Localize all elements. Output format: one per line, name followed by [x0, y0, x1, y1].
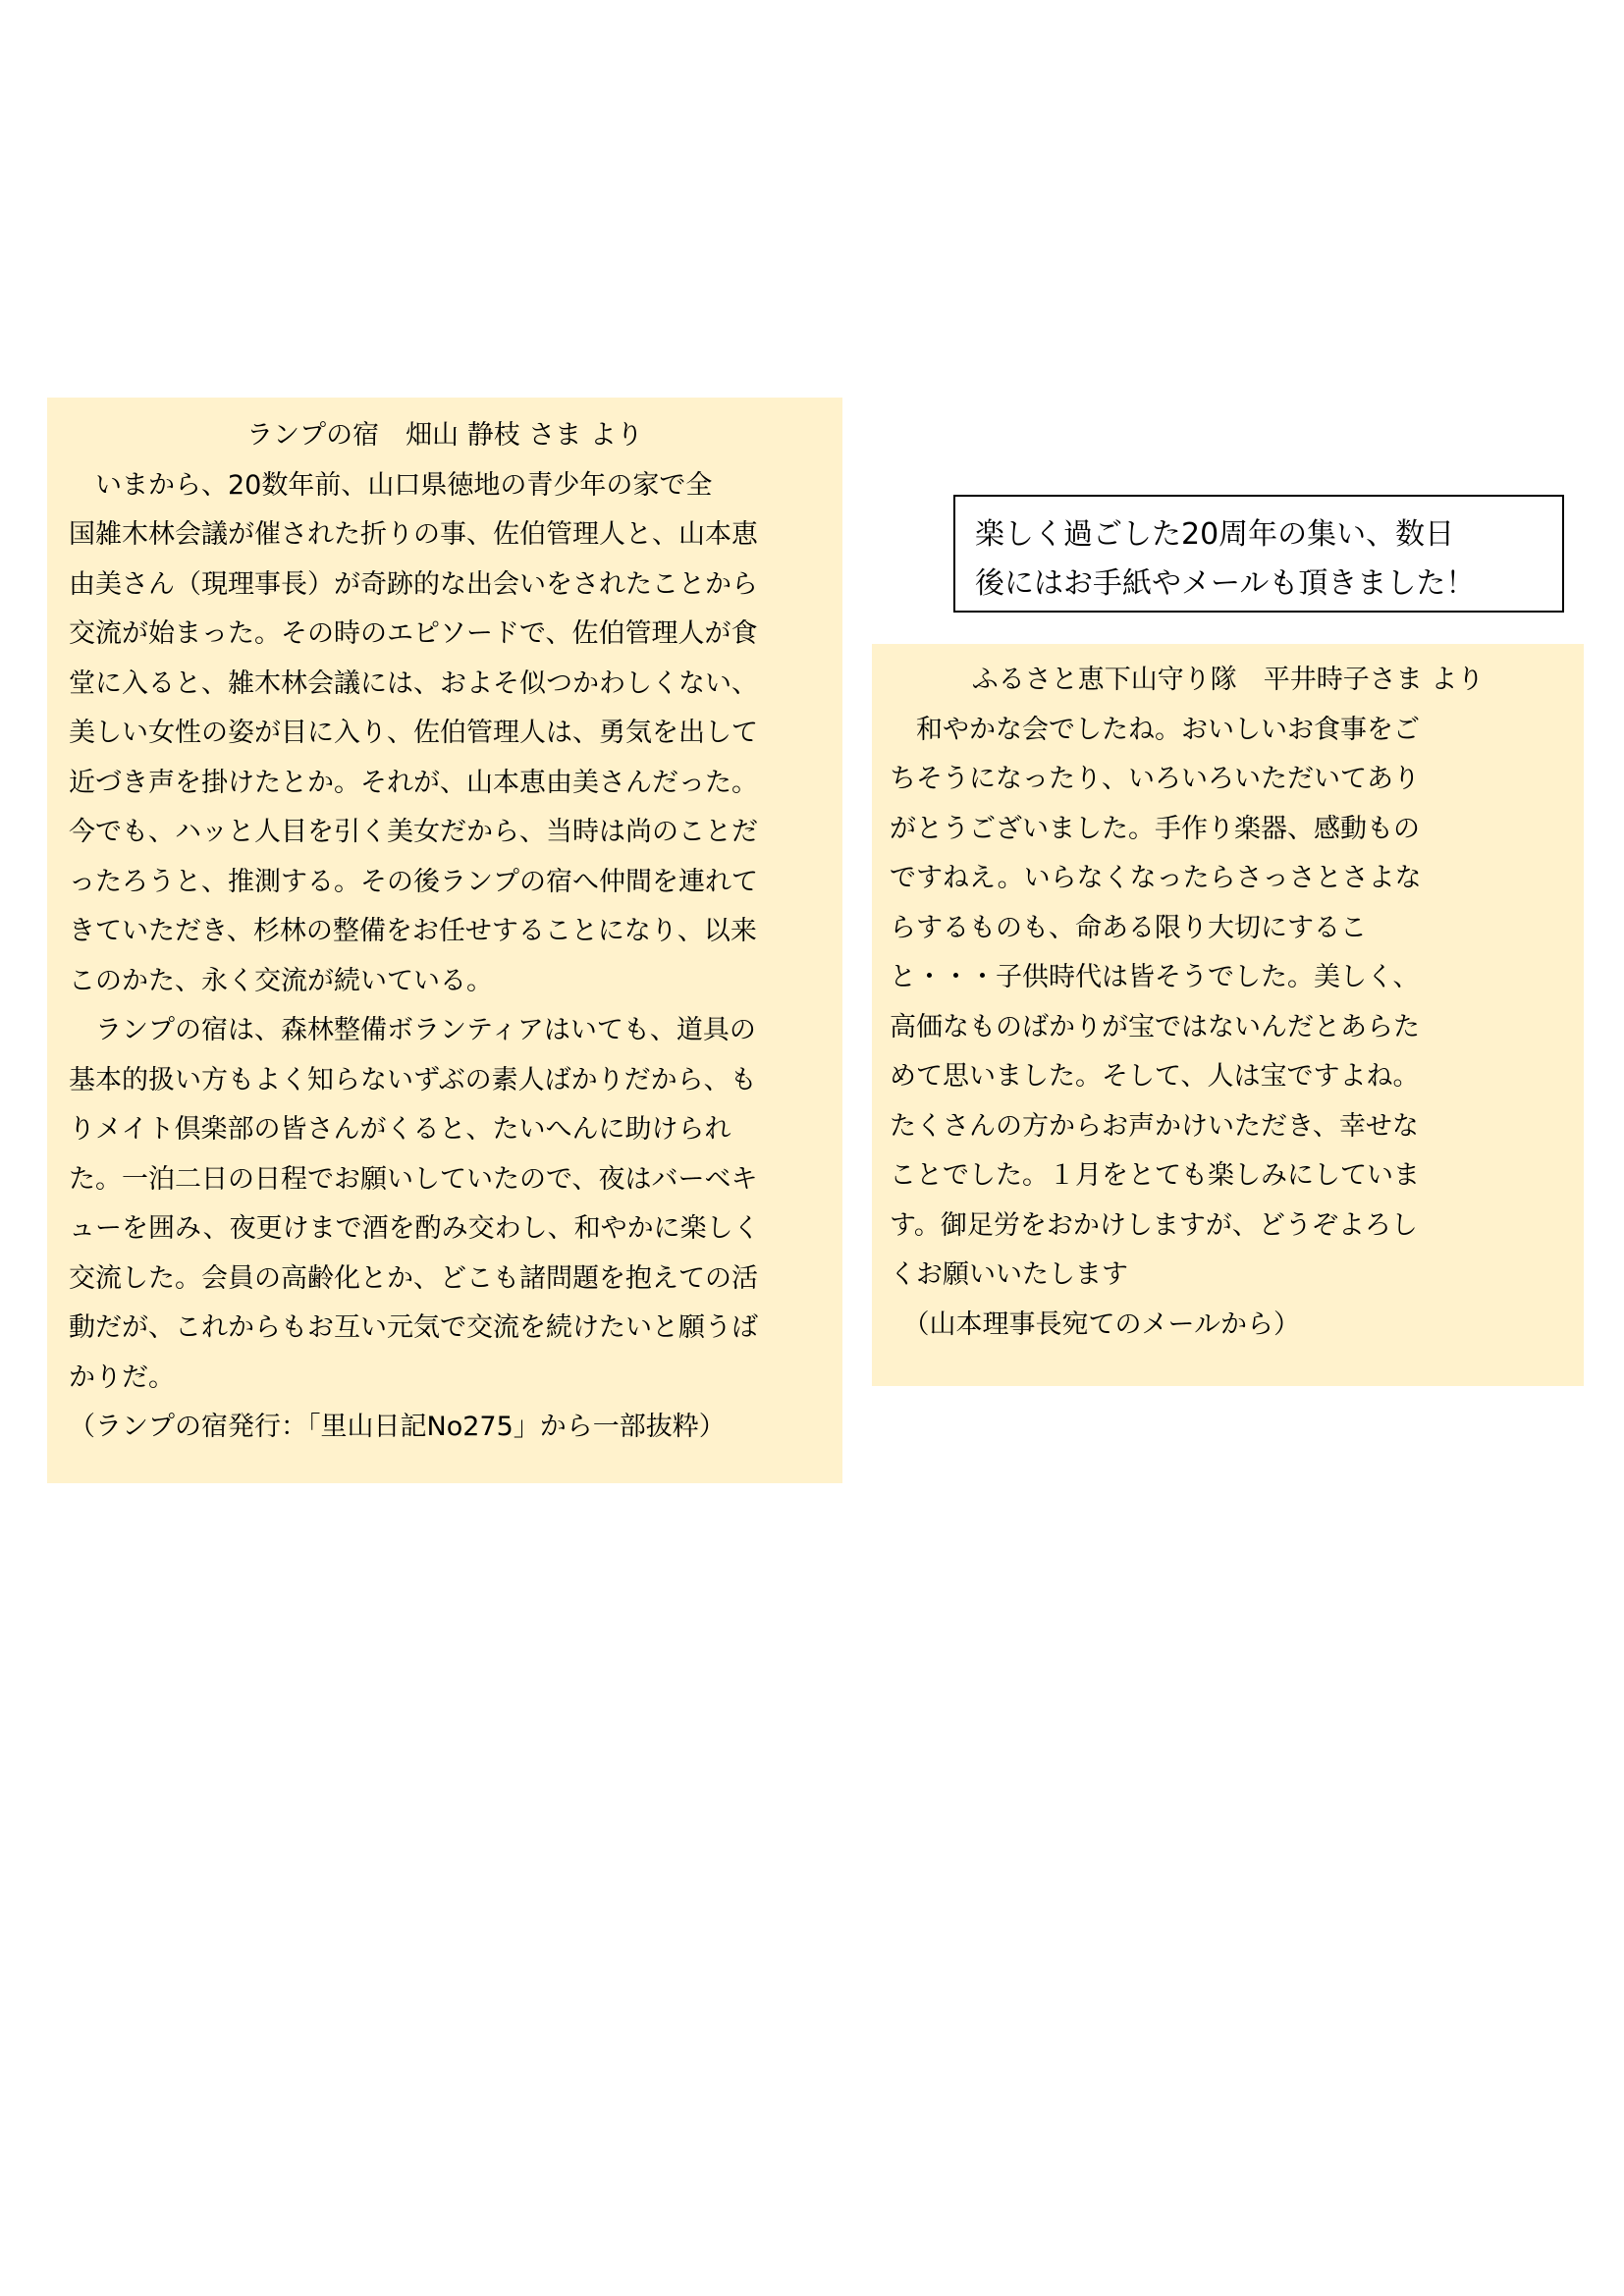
right-article-title: ふるさと恵下山守り隊 平井時子さま より	[971, 665, 1485, 695]
note-line: 楽しく過ごした20周年の集い、数日	[975, 517, 1455, 552]
left-article-line: ランプの宿は、森林整備ボランティアはいても、道具の	[69, 1015, 756, 1045]
left-article-line: ったろうと、推測する。その後ランプの宿へ仲間を連れて	[69, 866, 758, 897]
left-article-line: 動だが、これからもお互い元気で交流を続けたいと願うば	[69, 1312, 758, 1343]
note-line: 後にはお手紙やメールも頂きました！	[975, 566, 1476, 601]
note-box	[953, 495, 1564, 613]
left-article-line: ューを囲み、夜更けまで酒を酌み交わし、和やかに楽しく	[69, 1213, 760, 1244]
left-article-line: 今でも、ハッと人目を引く美女だから、当時は尚のことだ	[69, 817, 758, 847]
right-article-source: （山本理事長宛てのメールから）	[890, 1308, 1300, 1340]
right-article-line: くお願いいたします	[890, 1259, 1128, 1290]
right-article-line: ちそうになったり、いろいろいただいてあり	[890, 764, 1420, 794]
right-article-line: す。御足労をおかけしますが、どうぞよろし	[890, 1209, 1418, 1241]
left-article-line: 基本的扱い方もよく知らないずぶの素人ばかりだから、も	[69, 1064, 757, 1095]
left-article-line: 美しい女性の姿が目に入り、佐伯管理人は、勇気を出して	[69, 718, 758, 748]
right-article-line: 高価なものばかりが宝ではないんだとあらた	[890, 1011, 1420, 1042]
left-article-line: このかた、永く交流が続いている。	[69, 965, 493, 996]
left-article-line: 堂に入ると、雑木林会議には、およそ似つかわしくない、	[69, 667, 758, 699]
right-article-line: ことでした。１月をとても楽しみにしていま	[890, 1160, 1420, 1191]
left-article-line: きていただき、杉林の整備をお任せすることになり、以来	[69, 916, 757, 946]
left-article-line: いまから、20数年前、山口県徳地の青少年の家で全	[69, 469, 713, 501]
left-article-title: ランプの宿 畑山 静枝 さま より	[246, 420, 643, 451]
right-article-line: めて思いました。そして、人は宝ですよね。	[890, 1061, 1420, 1092]
left-article-line: 国雑木林会議が催された折りの事、佐伯管理人と、山本恵	[69, 519, 758, 550]
right-article-line: と・・・子供時代は皆そうでした。美しく、	[890, 962, 1420, 992]
right-article-line: たくさんの方からお声かけいただき、幸せな	[890, 1110, 1419, 1142]
left-article-line: 交流が始まった。その時のエピソードで、佐伯管理人が食	[69, 618, 758, 649]
right-article-line: らするものも、命ある限り大切にするこ	[890, 912, 1367, 943]
left-article-line: りメイト倶楽部の皆さんがくると、たいへんに助けられ	[69, 1114, 731, 1145]
left-article-line: た。一泊二日の日程でお願いしていたので、夜はバーベキ	[69, 1163, 758, 1195]
right-article-line: がとうございました。手作り楽器、感動もの	[890, 813, 1420, 844]
left-article-line: 近づき声を掛けたとか。それが、山本恵由美さんだった。	[69, 767, 758, 798]
right-article-panel	[872, 644, 1584, 1386]
left-article-line: 由美さん（現理事長）が奇跡的な出会いをされたことから	[69, 568, 758, 600]
left-article-source: （ランプの宿発行：「里山日記No275」から一部抜粋）	[69, 1412, 726, 1442]
right-article-line: 和やかな会でしたね。おいしいお食事をご	[890, 714, 1420, 745]
left-article-line: 交流した。会員の高齢化とか、どこも諸問題を抱えての活	[69, 1262, 758, 1294]
left-article-line: かりだ。	[69, 1362, 175, 1393]
left-article-panel	[47, 398, 842, 1483]
right-article-line: ですねえ。いらなくなったらさっさとさよな	[890, 863, 1422, 893]
